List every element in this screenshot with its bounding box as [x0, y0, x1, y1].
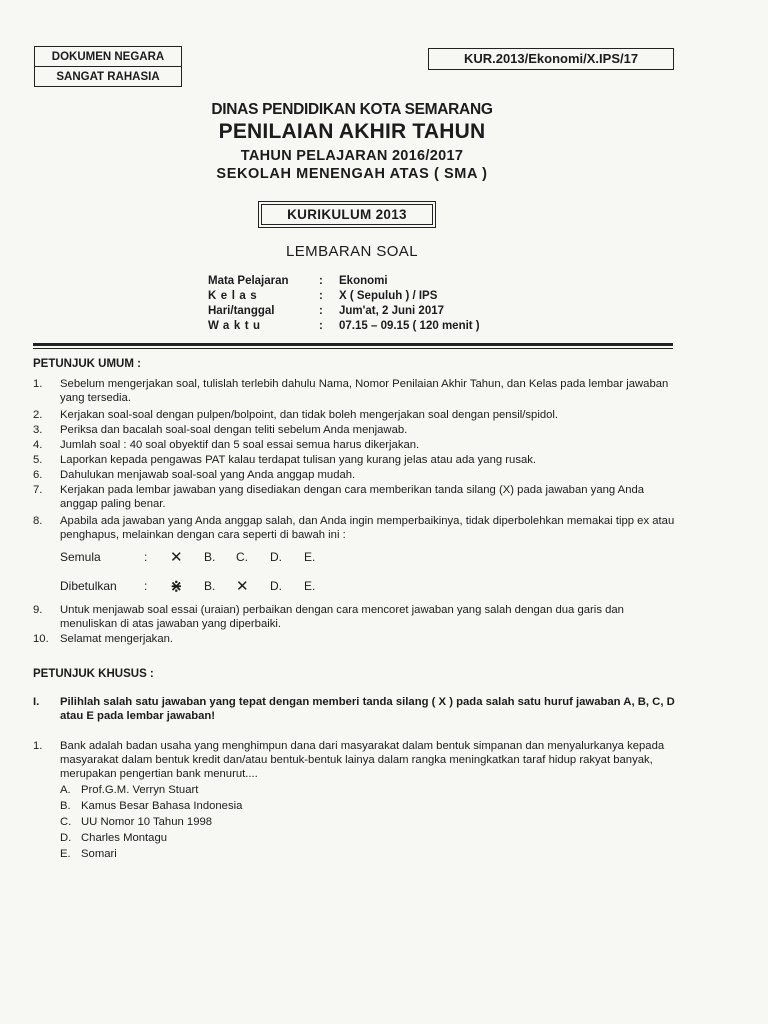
- info-value: Ekonomi: [339, 275, 388, 287]
- option-letter: E.: [304, 579, 316, 593]
- instruction-item: [33, 632, 683, 646]
- info-separator: :: [319, 290, 323, 302]
- info-value: 07.15 – 09.15 ( 120 menit ): [339, 320, 480, 332]
- option-letter: E.: [304, 550, 316, 564]
- info-separator: :: [319, 305, 323, 317]
- instruction-item: [33, 408, 683, 422]
- option-letter: D.: [270, 550, 282, 564]
- info-label: Hari/tanggal: [208, 305, 275, 317]
- instruction-item: [33, 438, 683, 452]
- document-code: KUR.2013/Ekonomi/X.IPS/17: [428, 48, 674, 70]
- item-text: Selamat mengerjakan.: [60, 633, 174, 645]
- item-number: 10.: [33, 633, 49, 645]
- info-separator: :: [319, 320, 323, 332]
- option-letter: D.: [270, 579, 282, 593]
- item-text: Periksa dan bacalah soal-soal dengan teliti sebelum Anda menjawab.: [60, 424, 408, 436]
- classification-line: DOKUMEN NEGARA: [51, 51, 165, 63]
- instruction-item: [33, 377, 683, 405]
- cancelled-answer-mark: ⋇: [170, 578, 183, 595]
- question-number: 1.: [33, 740, 43, 752]
- instruction-item: [33, 603, 683, 631]
- instruction-item: [33, 514, 683, 542]
- school-level: SEKOLAH MENENGAH ATAS ( SMA ): [216, 166, 488, 182]
- info-label: Mata Pelajaran: [208, 275, 289, 287]
- option-letter: B.: [60, 800, 71, 812]
- info-value: Jum'at, 2 Juni 2017: [339, 305, 445, 317]
- example-original-row: [60, 550, 360, 568]
- question: [33, 739, 683, 781]
- item-text: Untuk menjawab soal essai (uraian) perbaikan dengan cara mencoret jawaban yang salah dengan dua garis dan menuliskan di atas jawaban yang diperbaiki.: [60, 604, 624, 630]
- item-text: Kerjakan pada lembar jawaban yang disediakan dengan cara memberikan tanda silang (X) pada jawaban yang Anda anggap paling benar.: [60, 484, 645, 510]
- item-text: Sebelum mengerjakan soal, tulislah terlebih dahulu Nama, Nomor Penilaian Akhir Tahun, dan Kelas pada lembar jawaban yang tersedia.: [60, 378, 669, 404]
- classification-box: [34, 46, 182, 87]
- item-text: Apabila ada jawaban yang Anda anggap salah, dan Anda ingin memperbaikinya, tidak diperbolehkan memakai tipp ex atau penghapus, melainkan dengan cara seperti di bawah ini :: [60, 515, 675, 541]
- question-text: Bank adalah badan usaha yang menghimpun dana dari masyarakat dalam bentuk simpanan dan menyalurkanya kepada masyarakat dalam bentuk kredit dan/atau bentuk-bentuk lainya dalam rangka meningkatkan taraf hidup rakyat banyak, merupakan pengertian bank menurut....: [60, 740, 665, 780]
- example-label: Dibetulkan: [60, 579, 117, 593]
- item-text: Laporkan kepada pengawas PAT kalau terdapat tulisan yang kurang jelas atau ada yang rusak.: [60, 454, 537, 466]
- academic-year: TAHUN PELAJARAN 2016/2017: [240, 148, 464, 164]
- general-instructions-heading: PETUNJUK UMUM :: [33, 358, 141, 370]
- instruction-item: [33, 423, 683, 437]
- divider-thick: [33, 343, 673, 346]
- option-letter: A.: [60, 784, 71, 796]
- item-text: Jumlah soal : 40 soal obyektif dan 5 soal essai semua harus dikerjakan.: [60, 439, 420, 451]
- item-number: 6.: [33, 469, 43, 481]
- crossed-answer-mark: ✕: [236, 578, 249, 595]
- info-value: X ( Sepuluh ) / IPS: [339, 290, 438, 302]
- info-label: Kelas: [208, 290, 262, 302]
- option-letter: B.: [204, 550, 216, 564]
- option-letter: B.: [204, 579, 216, 593]
- option-text: Somari: [81, 848, 117, 860]
- item-number: 3.: [33, 424, 43, 436]
- example-label: Semula: [60, 550, 101, 564]
- agency-title: DINAS PENDIDIKAN KOTA SEMARANG: [211, 101, 493, 118]
- item-number: 8.: [33, 515, 43, 527]
- sheet-title: LEMBARAN SOAL: [286, 243, 418, 260]
- option-text: Kamus Besar Bahasa Indonesia: [81, 800, 243, 812]
- option-letter: C.: [60, 816, 72, 828]
- item-text: Kerjakan soal-soal dengan pulpen/bolpoint, dan tidak boleh mengerjakan soal dengan pensil/spidol.: [60, 409, 559, 421]
- item-text: Dahulukan menjawab soal-soal yang Anda anggap mudah.: [60, 469, 356, 481]
- option-text: Charles Montagu: [81, 832, 168, 844]
- item-number: 4.: [33, 439, 43, 451]
- special-instructions-heading: PETUNJUK KHUSUS :: [33, 668, 154, 680]
- option-letter: E.: [60, 848, 71, 860]
- crossed-answer-mark: ✕: [170, 549, 183, 566]
- classification-line: SANGAT RAHASIA: [35, 66, 181, 86]
- info-label: Waktu: [208, 320, 265, 332]
- section-text: Pilihlah salah satu jawaban yang tepat dengan memberi tanda silang ( X ) pada salah satu huruf jawaban A, B, C, D atau E pada lembar jawaban!: [60, 696, 675, 722]
- item-number: 9.: [33, 604, 43, 616]
- exam-title: PENILAIAN AKHIR TAHUN: [218, 120, 486, 143]
- section-number: I.: [33, 696, 40, 708]
- instruction-item: [33, 483, 683, 511]
- divider-thin: [33, 348, 673, 349]
- option-letter: D.: [60, 832, 72, 844]
- info-separator: :: [319, 275, 323, 287]
- option-text: UU Nomor 10 Tahun 1998: [81, 816, 213, 828]
- section-instruction: [33, 695, 683, 723]
- example-fixed-row: [60, 579, 360, 597]
- instruction-item: [33, 453, 683, 467]
- curriculum-box: KURIKULUM 2013: [261, 204, 433, 225]
- item-number: 1.: [33, 378, 43, 390]
- item-number: 2.: [33, 409, 43, 421]
- item-number: 7.: [33, 484, 43, 496]
- item-number: 5.: [33, 454, 43, 466]
- option-letter: C.: [236, 550, 248, 564]
- example-separator: :: [144, 550, 148, 564]
- option-text: Prof.G.M. Verryn Stuart: [81, 784, 199, 796]
- instruction-item: [33, 468, 683, 482]
- example-separator: :: [144, 579, 148, 593]
